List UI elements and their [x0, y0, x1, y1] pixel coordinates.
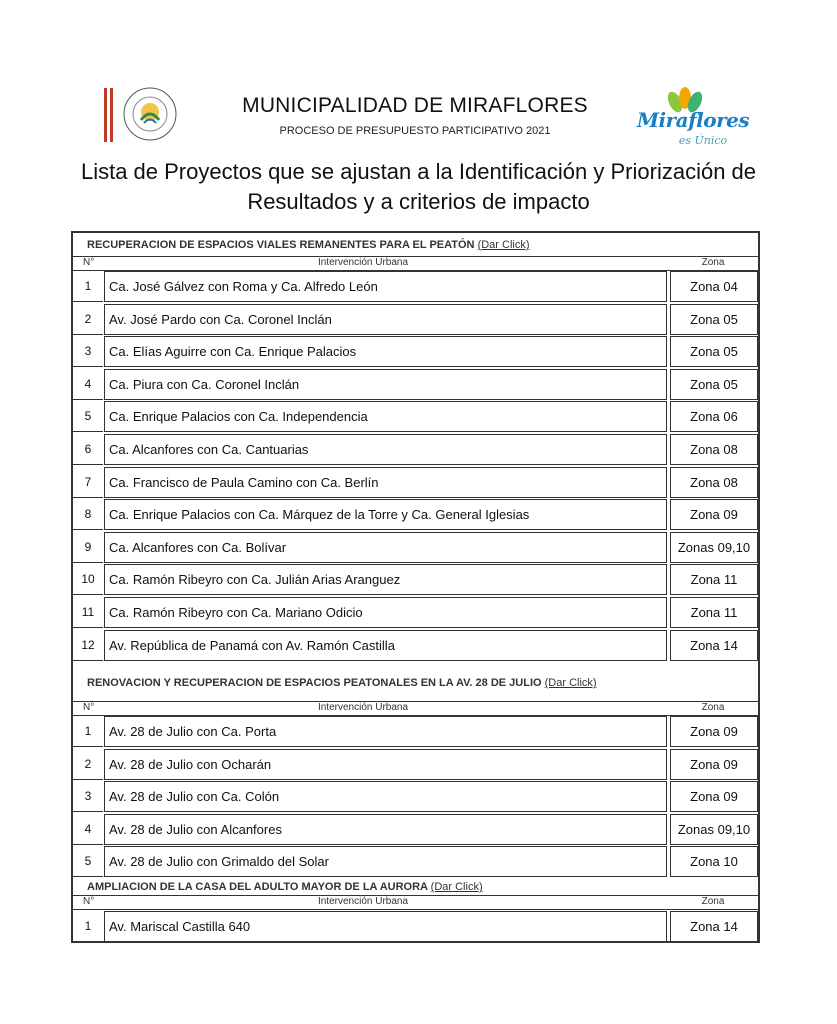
row-intervention: Ca. Enrique Palacios con Ca. Independencia — [104, 401, 667, 432]
column-header-zone: Zona — [701, 896, 725, 907]
table-row — [73, 499, 758, 530]
row-intervention: Av. 28 de Julio con Ca. Porta — [104, 716, 667, 747]
column-header-row — [73, 702, 758, 716]
table-row — [73, 532, 758, 563]
municipality-title: MUNICIPALIDAD DE MIRAFLORES — [242, 94, 588, 117]
table-row — [73, 911, 758, 942]
document-title — [40, 157, 797, 217]
row-number: 11 — [73, 597, 103, 628]
table-row — [73, 564, 758, 595]
row-intervention: Ca. Ramón Ribeyro con Ca. Julián Arias Aranguez — [104, 564, 667, 595]
row-intervention: Av. Mariscal Castilla 640 — [104, 911, 667, 942]
row-number: 8 — [73, 499, 103, 530]
municipality-crest-logo — [104, 86, 192, 144]
column-header-number: N° — [83, 257, 95, 268]
row-number: 4 — [73, 369, 103, 400]
row-intervention: Av. 28 de Julio con Ca. Colón — [104, 781, 667, 812]
row-number: 3 — [73, 336, 103, 367]
column-header-intervention: Intervención Urbana — [317, 702, 409, 713]
table-row — [73, 597, 758, 628]
row-number: 2 — [73, 749, 103, 780]
row-number: 4 — [73, 814, 103, 845]
table-row — [73, 846, 758, 877]
page-header — [0, 0, 837, 225]
row-number: 10 — [73, 564, 103, 595]
row-number: 1 — [73, 911, 103, 942]
row-intervention: Av. República de Panamá con Av. Ramón Castilla — [104, 630, 667, 661]
row-zone: Zona 11 — [670, 597, 758, 628]
column-header-zone: Zona — [701, 257, 725, 268]
row-number: 2 — [73, 304, 103, 335]
section-header — [73, 664, 758, 702]
row-zone: Zonas 09,10 — [670, 814, 758, 845]
table-row — [73, 336, 758, 367]
section-title: AMPLIACION DE LA CASA DEL ADULTO MAYOR DE LA AURORA — [87, 881, 428, 893]
row-number: 1 — [73, 716, 103, 747]
row-intervention: Ca. Elías Aguirre con Ca. Enrique Palacios — [104, 336, 667, 367]
table-row — [73, 781, 758, 812]
row-number: 3 — [73, 781, 103, 812]
row-intervention: Av. 28 de Julio con Grimaldo del Solar — [104, 846, 667, 877]
row-zone: Zona 04 — [670, 271, 758, 302]
row-number: 6 — [73, 434, 103, 465]
row-number: 5 — [73, 401, 103, 432]
row-intervention: Ca. Francisco de Paula Camino con Ca. Berlín — [104, 467, 667, 498]
row-zone: Zona 05 — [670, 336, 758, 367]
section-title: RECUPERACION DE ESPACIOS VIALES REMANENTES PARA EL PEATÓN — [87, 239, 475, 251]
table-row — [73, 814, 758, 845]
row-zone: Zona 09 — [670, 716, 758, 747]
table-row — [73, 467, 758, 498]
column-header-row — [73, 257, 758, 271]
table-row — [73, 434, 758, 465]
dar-click-link[interactable]: (Dar Click) — [477, 239, 530, 251]
row-number: 1 — [73, 271, 103, 302]
row-intervention: Av. 28 de Julio con Alcanfores — [104, 814, 667, 845]
dar-click-link[interactable]: (Dar Click) — [430, 881, 483, 893]
section-header — [73, 233, 758, 257]
row-zone: Zona 08 — [670, 434, 758, 465]
row-zone: Zona 14 — [670, 911, 758, 942]
row-zone: Zona 09 — [670, 499, 758, 530]
column-header-number: N° — [83, 896, 95, 907]
row-zone: Zona 06 — [670, 401, 758, 432]
table-row — [73, 369, 758, 400]
row-number: 12 — [73, 630, 103, 661]
section-title: RENOVACION Y RECUPERACION DE ESPACIOS PEATONALES EN LA AV. 28 DE JULIO — [87, 677, 542, 689]
row-intervention: Av. 28 de Julio con Ocharán — [104, 749, 667, 780]
row-number: 9 — [73, 532, 103, 563]
brand-tagline: es Único — [678, 134, 728, 147]
table-row — [73, 304, 758, 335]
document-title-line-1: Lista de Proyectos que se ajustan a la Identificación y Priorización de — [80, 159, 757, 184]
row-intervention: Ca. Alcanfores con Ca. Bolívar — [104, 532, 667, 563]
table-row — [73, 716, 758, 747]
row-intervention: Ca. Ramón Ribeyro con Ca. Mariano Odicio — [104, 597, 667, 628]
row-zone: Zona 05 — [670, 369, 758, 400]
column-header-zone: Zona — [701, 702, 725, 713]
row-zone: Zona 11 — [670, 564, 758, 595]
table-row — [73, 401, 758, 432]
miraflores-brand-logo — [633, 86, 753, 156]
row-zone: Zona 10 — [670, 846, 758, 877]
table-row — [73, 630, 758, 661]
row-number: 7 — [73, 467, 103, 498]
brand-wordmark: Miraflores — [636, 108, 750, 132]
document-title-line-2: Resultados y a criterios de impacto — [247, 189, 590, 214]
row-intervention: Av. José Pardo con Ca. Coronel Inclán — [104, 304, 667, 335]
row-zone: Zona 09 — [670, 781, 758, 812]
column-header-number: N° — [83, 702, 95, 713]
process-subtitle: PROCESO DE PRESUPUESTO PARTICIPATIVO 2021 — [279, 125, 551, 137]
row-zone: Zona 08 — [670, 467, 758, 498]
row-zone: Zonas 09,10 — [670, 532, 758, 563]
row-intervention: Ca. José Gálvez con Roma y Ca. Alfredo León — [104, 271, 667, 302]
row-intervention: Ca. Enrique Palacios con Ca. Márquez de la Torre y Ca. General Iglesias — [104, 499, 667, 530]
table-row — [73, 749, 758, 780]
column-header-intervention: Intervención Urbana — [317, 896, 409, 907]
column-header-intervention: Intervención Urbana — [317, 257, 409, 268]
row-intervention: Ca. Piura con Ca. Coronel Inclán — [104, 369, 667, 400]
row-zone: Zona 05 — [670, 304, 758, 335]
row-zone: Zona 09 — [670, 749, 758, 780]
row-zone: Zona 14 — [670, 630, 758, 661]
section-header — [73, 879, 758, 896]
dar-click-link[interactable]: (Dar Click) — [544, 677, 597, 689]
column-header-row — [73, 896, 758, 910]
table-row — [73, 271, 758, 302]
row-number: 5 — [73, 846, 103, 877]
row-intervention: Ca. Alcanfores con Ca. Cantuarias — [104, 434, 667, 465]
